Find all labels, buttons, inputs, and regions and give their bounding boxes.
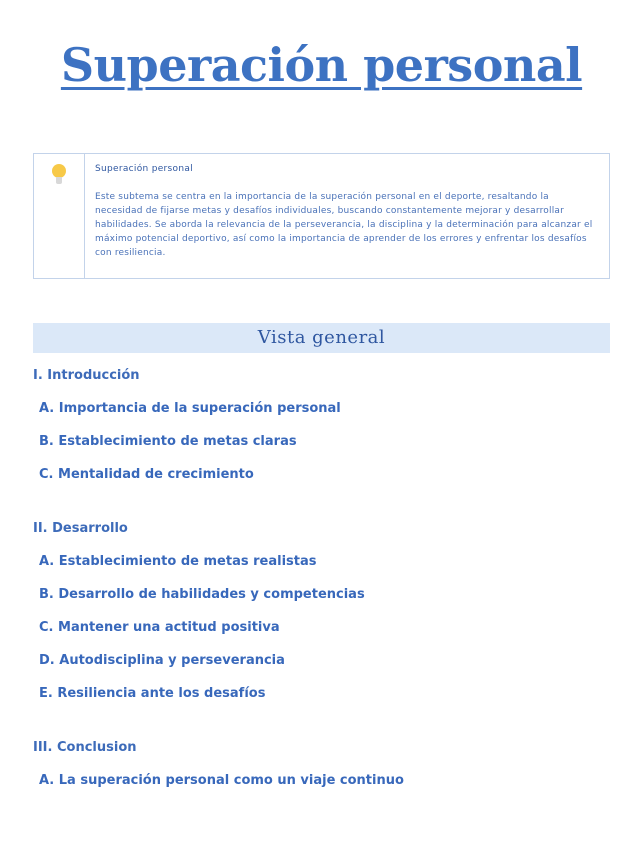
outline-item: A. Establecimiento de metas realistas: [39, 554, 317, 569]
callout-text: Este subtema se centra en la importancia de la superación personal en el deporte, resaltando la necesidad de fijarse metas y desafíos individuales, buscando constantemente mejorar y desarrollar habilidades. Se aborda la relevancia de la perseverancia, la disciplina y la determinación para alcanzar el máximo potencial deportivo, así como la importancia de aprender de los errores y enfrentar los desafíos con resiliencia.: [95, 192, 593, 258]
overview-heading: Vista general: [33, 323, 610, 353]
page-title: Superación personal: [60, 38, 583, 92]
outline-item: A. Importancia de la superación personal: [39, 401, 341, 416]
outline-section-heading: II. Desarrollo: [33, 521, 128, 536]
outline-item: D. Autodisciplina y perseverancia: [39, 653, 285, 668]
outline: [33, 366, 610, 791]
outline-item: E. Resiliencia ante los desafíos: [39, 686, 266, 701]
outline-item: B. Establecimiento de metas claras: [39, 434, 297, 449]
callout-body: [85, 154, 609, 278]
outline-item: A. La superación personal como un viaje continuo: [39, 773, 404, 788]
callout-heading: Superación personal: [95, 164, 193, 174]
outline-section-heading: III. Conclusion: [33, 740, 137, 755]
outline-item: C. Mentalidad de crecimiento: [39, 467, 254, 482]
lightbulb-icon: [52, 164, 66, 186]
callout-icon-column: [34, 154, 85, 278]
outline-item: B. Desarrollo de habilidades y competencias: [39, 587, 365, 602]
callout-box: [33, 153, 610, 279]
outline-item: C. Mantener una actitud positiva: [39, 620, 280, 635]
outline-section-heading: I. Introducción: [33, 368, 140, 383]
